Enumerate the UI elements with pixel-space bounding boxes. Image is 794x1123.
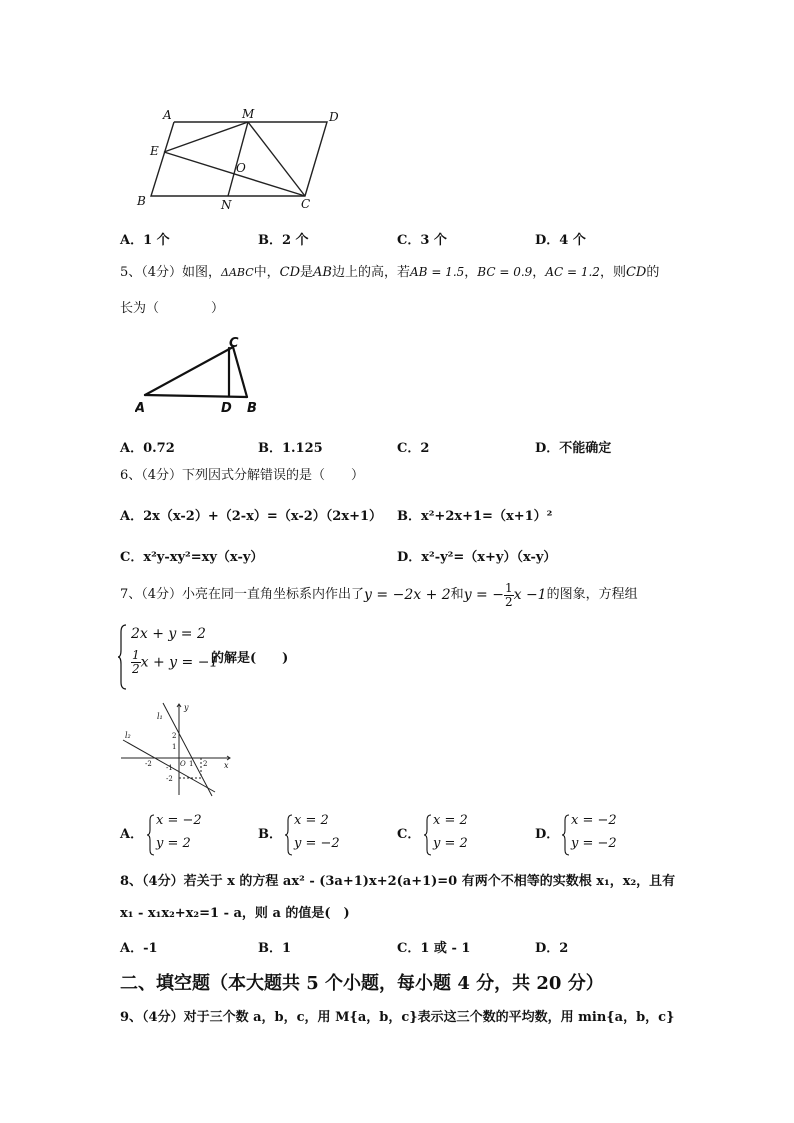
q8-option-c: C．1 或 - 1 bbox=[397, 941, 471, 956]
q9-stem: 9、（4分）对于三个数 a，b，c，用 M{a，b，c}表示这三个数的平均数，用 min{a，b，c} bbox=[120, 1010, 675, 1025]
tick-x-1: 1 bbox=[189, 760, 194, 768]
tick-y-2: 2 bbox=[172, 732, 177, 740]
label-x: x bbox=[224, 761, 229, 770]
label-c: C bbox=[229, 336, 239, 351]
q5-option-b: B．1.125 bbox=[258, 441, 323, 456]
q6-stem: 6、（4分）下列因式分解错误的是（ ） bbox=[120, 468, 365, 483]
system-suffix: 的解是( ) bbox=[211, 651, 289, 666]
fraction-half: $\frac{1}{2}$ bbox=[132, 648, 140, 676]
label-a: A bbox=[135, 401, 146, 416]
q7-stem: 7、（4分）小亮在同一直角坐标系内作出了y = −2x + 2和y = − $\frac{1}{2}$ x −1的图象，方程组 bbox=[120, 580, 638, 609]
q8-option-b: B．1 bbox=[258, 941, 292, 956]
q8-option-a: A．-1 bbox=[120, 941, 158, 956]
label-b: B bbox=[137, 194, 146, 208]
q8-option-d: D．2 bbox=[535, 941, 569, 956]
label-d: D bbox=[329, 110, 339, 124]
q4-option-b: B．2 个 bbox=[258, 233, 309, 248]
label-b: B bbox=[247, 401, 257, 416]
q5-option-d: D．不能确定 bbox=[535, 441, 612, 456]
left-brace bbox=[118, 624, 128, 690]
q8-stem-line2: x₁ - x₁x₂+x₂=1 - a，则 a 的值是( ) bbox=[120, 906, 350, 921]
q6-option-d: D．x²-y²=（x+y）（x-y） bbox=[397, 550, 557, 565]
section-heading: 二、填空题（本大题共 5 个小题，每小题 4 分，共 20 分） bbox=[120, 973, 604, 994]
system-eq1: 2x + y = 2 bbox=[131, 626, 206, 642]
label-y: y bbox=[184, 703, 189, 712]
label-o: O bbox=[236, 161, 246, 175]
label-l1: l₁ bbox=[157, 712, 163, 721]
q5-stem: 5、（4分）如图，ΔABC中，CD是AB边上的高，若AB = 1.5，BC = 0.9，AC = 1.2，则CD的 bbox=[120, 265, 660, 280]
system-eq2: x + y = −1 bbox=[140, 654, 219, 671]
q4-option-a: A．1 个 bbox=[120, 233, 170, 248]
label-m: M bbox=[242, 107, 255, 121]
q8-stem-line1: 8、（4分）若关于 x 的方程 ax² - (3a+1)x+2(a+1)=0 有两个不相等的实数根 x₁，x₂，且有 bbox=[120, 874, 676, 889]
q5-option-c: C．2 bbox=[397, 441, 430, 456]
tick-y-1: 1 bbox=[172, 743, 177, 751]
tick-x-m2: -2 bbox=[145, 760, 152, 768]
origin-label: O bbox=[180, 760, 186, 768]
label-n: N bbox=[221, 198, 232, 212]
coordinate-graph bbox=[117, 700, 237, 800]
label-d: D bbox=[221, 401, 232, 416]
q5-option-a: A．0.72 bbox=[120, 441, 175, 456]
label-l2: l₂ bbox=[125, 731, 131, 740]
q5-stem-line2: 长为（ ） bbox=[120, 301, 225, 316]
fraction-half: $\frac{1}{2}$ bbox=[504, 580, 513, 609]
triangle-figure bbox=[135, 332, 270, 416]
tick-y-m2: -2 bbox=[166, 775, 173, 783]
label-c: C bbox=[301, 197, 311, 211]
q4-option-d: D．4 个 bbox=[535, 233, 586, 248]
label-e: E bbox=[150, 144, 159, 158]
label-a: A bbox=[163, 108, 172, 122]
tick-y-m1: -1 bbox=[166, 764, 173, 772]
q4-option-c: C．3 个 bbox=[397, 233, 447, 248]
q6-option-a: A．2x（x-2）+（2-x）=（x-2）（2x+1） bbox=[120, 509, 383, 524]
tick-x-2: 2 bbox=[203, 760, 208, 768]
parallelogram-figure bbox=[135, 105, 350, 215]
q6-option-c: C．x²y-xy²=xy（x-y） bbox=[120, 550, 264, 565]
q6-option-b: B．x²+2x+1=（x+1）² bbox=[397, 509, 553, 524]
